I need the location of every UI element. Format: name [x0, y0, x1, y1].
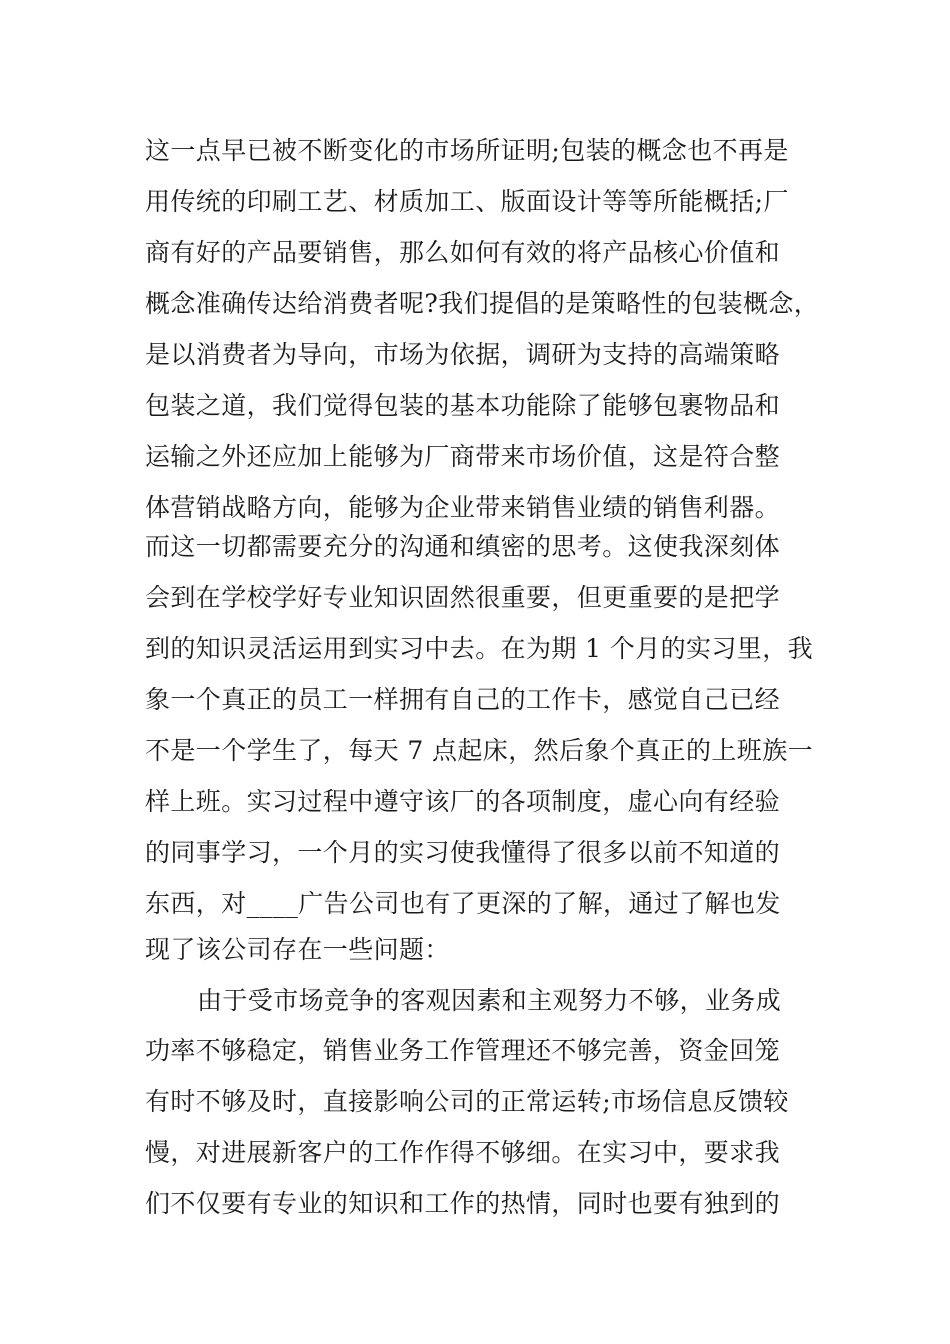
text-line: 的同事学习，一个月的实习使我懂得了很多以前不知道的	[145, 838, 781, 867]
text-line: 样上班。实习过程中遵守该厂的各项制度，虚心向有经验	[145, 787, 781, 816]
text-line: 有时不够及时，直接影响公司的正常运转;市场信息反馈较	[145, 1087, 789, 1116]
text-line: 这一点早已被不断变化的市场所证明;包装的概念也不再是	[145, 136, 789, 165]
text-line: 们不仅要有专业的知识和工作的热情，同时也要有独到的	[145, 1189, 781, 1218]
text-line: 现了该公司存在一些问题：	[145, 935, 450, 964]
text-line: 不是一个学生了，每天 7 点起床，然后象个真正的上班族一	[145, 736, 814, 765]
text-line: 象一个真正的员工一样拥有自己的工作卡，感觉自己已经	[145, 685, 781, 714]
text-line: 用传统的印刷工艺、材质加工、版面设计等等所能概括;厂	[145, 187, 789, 216]
text-line: 慢，对进展新客户的工作作得不够细。在实习中，要求我	[145, 1138, 781, 1167]
text-line: 东西，对____广告公司也有了更深的了解，通过了解也发	[145, 889, 781, 918]
text-line: 包装之道，我们觉得包装的基本功能除了能够包裹物品和	[145, 391, 781, 420]
text-line: 概念准确传达给消费者呢?我们提倡的是策略性的包装概念，	[145, 289, 820, 318]
text-line: 到的知识灵活运用到实习中去。在为期 1 个月的实习里，我	[145, 634, 814, 663]
text-line: 体营销战略方向，能够为企业带来销售业绩的销售利器。	[145, 493, 781, 522]
text-line: 功率不够稳定，销售业务工作管理还不够完善，资金回笼	[145, 1036, 781, 1065]
paragraph-first-line: 由于受市场竞争的客观因素和主观努力不够，业务成	[197, 986, 782, 1015]
text-line: 运输之外还应加上能够为厂商带来市场价值，这是符合整	[145, 442, 781, 471]
text-line: 会到在学校学好专业知识固然很重要，但更重要的是把学	[145, 583, 781, 612]
text-line: 而这一切都需要充分的沟通和缜密的思考。这使我深刻体	[145, 532, 781, 561]
text-line: 是以消费者为导向，市场为依据，调研为支持的高端策略	[145, 340, 781, 369]
text-line: 商有好的产品要销售，那么如何有效的将产品核心价值和	[145, 238, 781, 267]
